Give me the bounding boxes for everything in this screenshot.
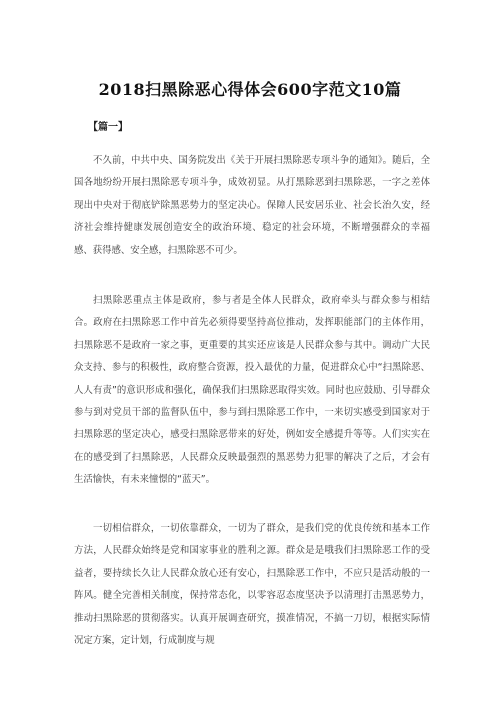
paragraph-1: 不久前，中共中央、国务院发出《关于开展扫黑除恶专项斗争的通知》。随后，全国各地纷纷开展扫黑除恶专项斗争，成效初显。从打黑除恶到扫黑除恶，一字之差体现出中央对于彻底铲除黑恶势力的坚定决心。保障人民安居乐业、社会长治久安，经济社会维持健康发展创造安全的政治环境、稳定的社会环境，不断增强群众的幸福感、获得感、安全感，扫黑除恶不可少。: [74, 155, 430, 256]
paragraph-2: 扫黑除恶重点主体是政府，参与者是全体人民群众，政府牵头与群众参与相结合。政府在扫黑除恶工作中首先必须得要坚持高位推动，发挥职能部门的主体作用，扫黑除恶不是政府一家之事，更重要的其实还应该是人民群众参与其中。调动广大民众支持、参与的积极性，政府整合资源，投入最优的力量，促进群众心中“扫黑除恶、人人有责”的意识形成和强化，确保我们扫黑除恶取得实效。同时也应鼓励、引导群众参与到对党员干部的监督队伍中，参与到扫黑除恶工作中，一来切实感受到国家对于扫黑除恶的坚定决心，感受扫黑除恶带来的好处，例如安全感提升等等。人们实实在在的感受到了扫黑除恶，人民群众反映最强烈的黑恶势力犯罪的解决了之后，才会有生活愉快，有未来憧憬的“蓝天”。: [74, 295, 430, 486]
paragraph-3: 一切相信群众，一切依靠群众，一切为了群众，是我们党的优良传统和基本工作方法，人民群众始终是党和国家事业的胜利之源。群众是是哦我们扫黑除恶工作的受益者，要持续长久让人民群众放心还有安心，扫黑除恶工作中，不应只是活动般的一阵风。健全完善相关制度，保持常态化，以零容忍态度坚决予以清理打击黑恶势力，推动扫黑除恶的贯彻落实。认真开展调查研究，摸准情况，不搞一刀切，根据实际情况定方案，定计划，行成制度与规: [74, 523, 430, 647]
section-label: 【篇一】: [88, 122, 128, 133]
document-title: 2018扫黑除恶心得体会600字范文10篇: [98, 80, 402, 99]
